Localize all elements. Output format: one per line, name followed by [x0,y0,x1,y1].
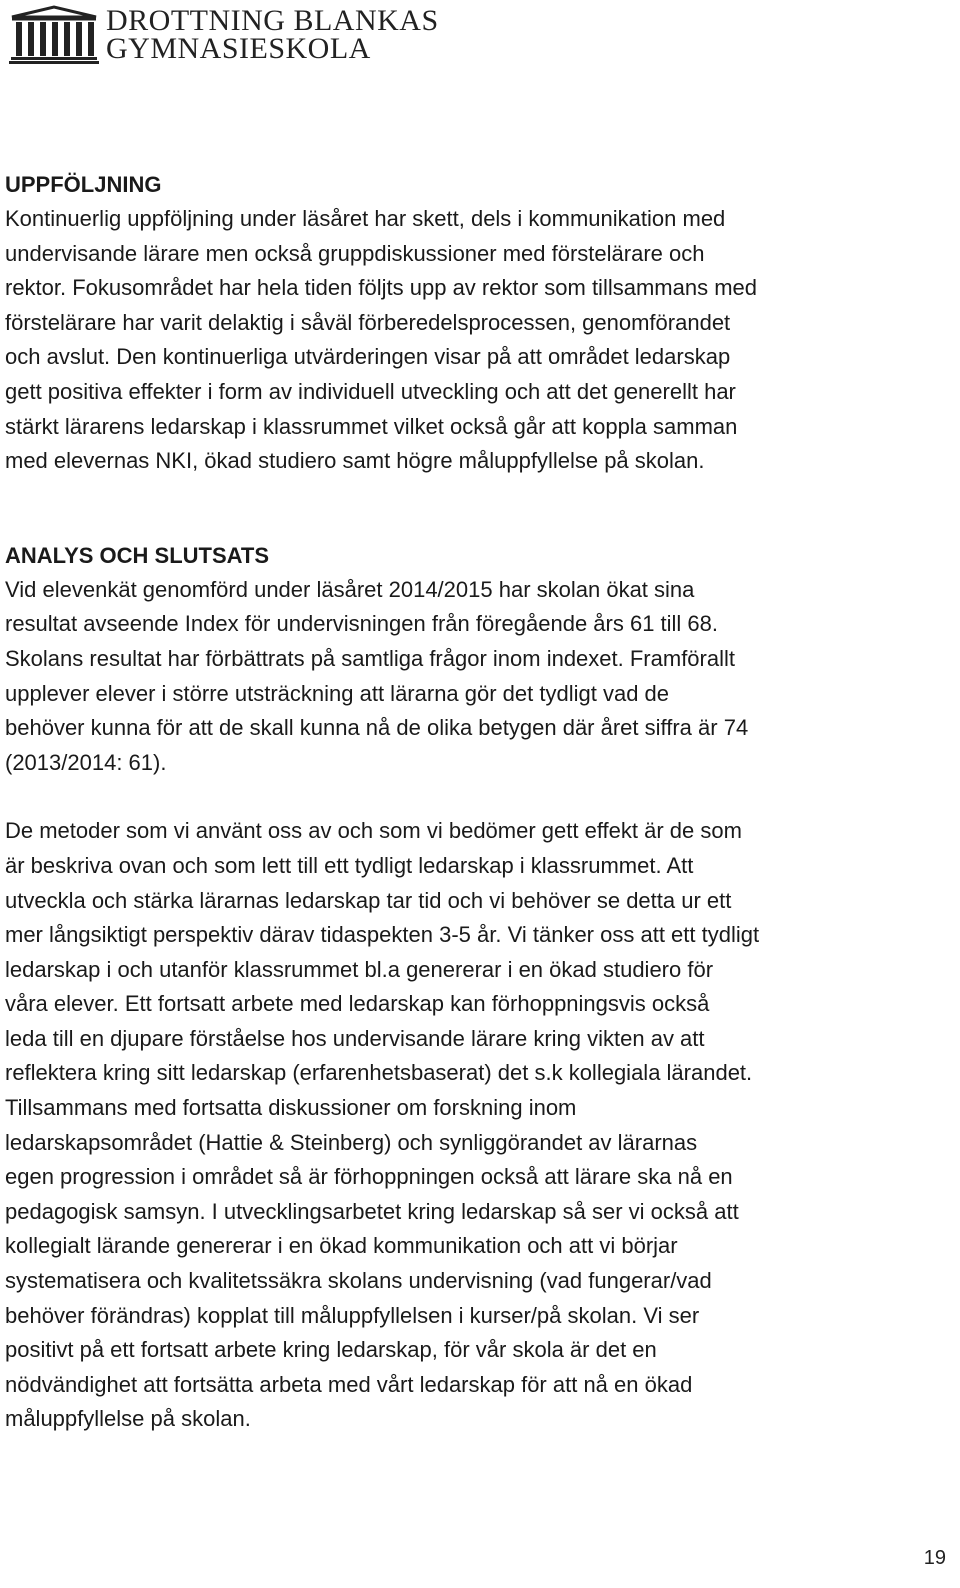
paragraph: Vid elevenkät genomförd under läsåret 2014/2015 har skolan ökat sina resultat avseende Index för undervisningen från föregående års 61 till 68. Skolans resultat har förbättrats på samtliga frågor inom indexet. Framförallt upplever elever i större utsträckning att lärarna gör det tydligt vad de behöver kunna för att de skall kunna nå de olika betygen där året siffra är 74 (2013/2014: 61). [5,576,749,775]
section-heading: UPPFÖLJNING [5,172,162,197]
paragraph: Kontinuerlig uppföljning under läsåret har skett, dels i kommunikation med undervisande lärare men också gruppdiskussioner med förstelärare och rektor. Fokusområdet har hela tiden följts upp av rektor som tillsammans med förstelärare har varit delaktig i såväl förberedelsprocessen, genomförandet och avslut. Den kontinuerliga utvärderingen visar på att området ledarskap gett positiva effekter i form av individuell utveckling och att det generellt har stärkt lärarens ledarskap i klassrummet vilket också går att koppla samman med elevernas NKI, ökad studiero samt högre måluppfyllelse på skolan. [5,206,757,474]
document-body [5,168,955,1437]
school-name-line2: GYMNASIESKOLA [106,32,371,65]
school-name [106,4,439,65]
paragraph: De metoder som vi använt oss av och som vi bedömer gett effekt är de som är beskriva ovan och som lett till ett tydligt ledarskap i klassrummet. Att utveckla och stärka lärarnas ledarskap tar tid och vi behöver se detta ur ett mer långsiktigt perspektiv därav tidaspekten 3-5 år. Vi tänker oss att ett tydligt ledarskap i och utanför klassrummet bl.a genererar i en ökad studiero för våra elever. Ett fortsatt arbete med ledarskap kan förhoppningsvis också leda till en djupare förståelse hos undervisande lärare kring vikten av att reflektera kring sitt ledarskap (erfarenhetsbaserat) det s.k kollegiala lärandet. Tillsammans med fortsatta diskussioner om forskning inom ledarskapsområdet (Hattie & Steinberg) och synliggörandet av lärarnas egen progression i området så är förhoppningen också att lärare ska nå en pedagogisk samsyn. I utvecklingsarbetet kring ledarskap så ser vi också att kollegialt lärande genererar i en ökad kommunikation och att vi börjar systematisera och kvalitetssäkra skolans undervisning (vad fungerar/vad behöver förändras) kopplat till måluppfyllelsen i kurser/på skolan. Vi ser positivt på ett fortsatt arbete kring ledarskap, för vår skola är det en nödvändighet att fortsätta arbeta med vårt ledarskap för att nå en ökad måluppfyllelse på skolan. [5,818,760,1432]
school-building-logo-icon [8,5,100,65]
section-heading: ANALYS OCH SLUTSATS [5,542,270,568]
school-name-line1: DROTTNING BLANKAS [106,4,439,37]
section-analys-och-slutsats [5,539,955,1437]
school-header [8,4,439,66]
section-uppfoljning [5,168,955,479]
page-number: 19 [923,1547,946,1569]
